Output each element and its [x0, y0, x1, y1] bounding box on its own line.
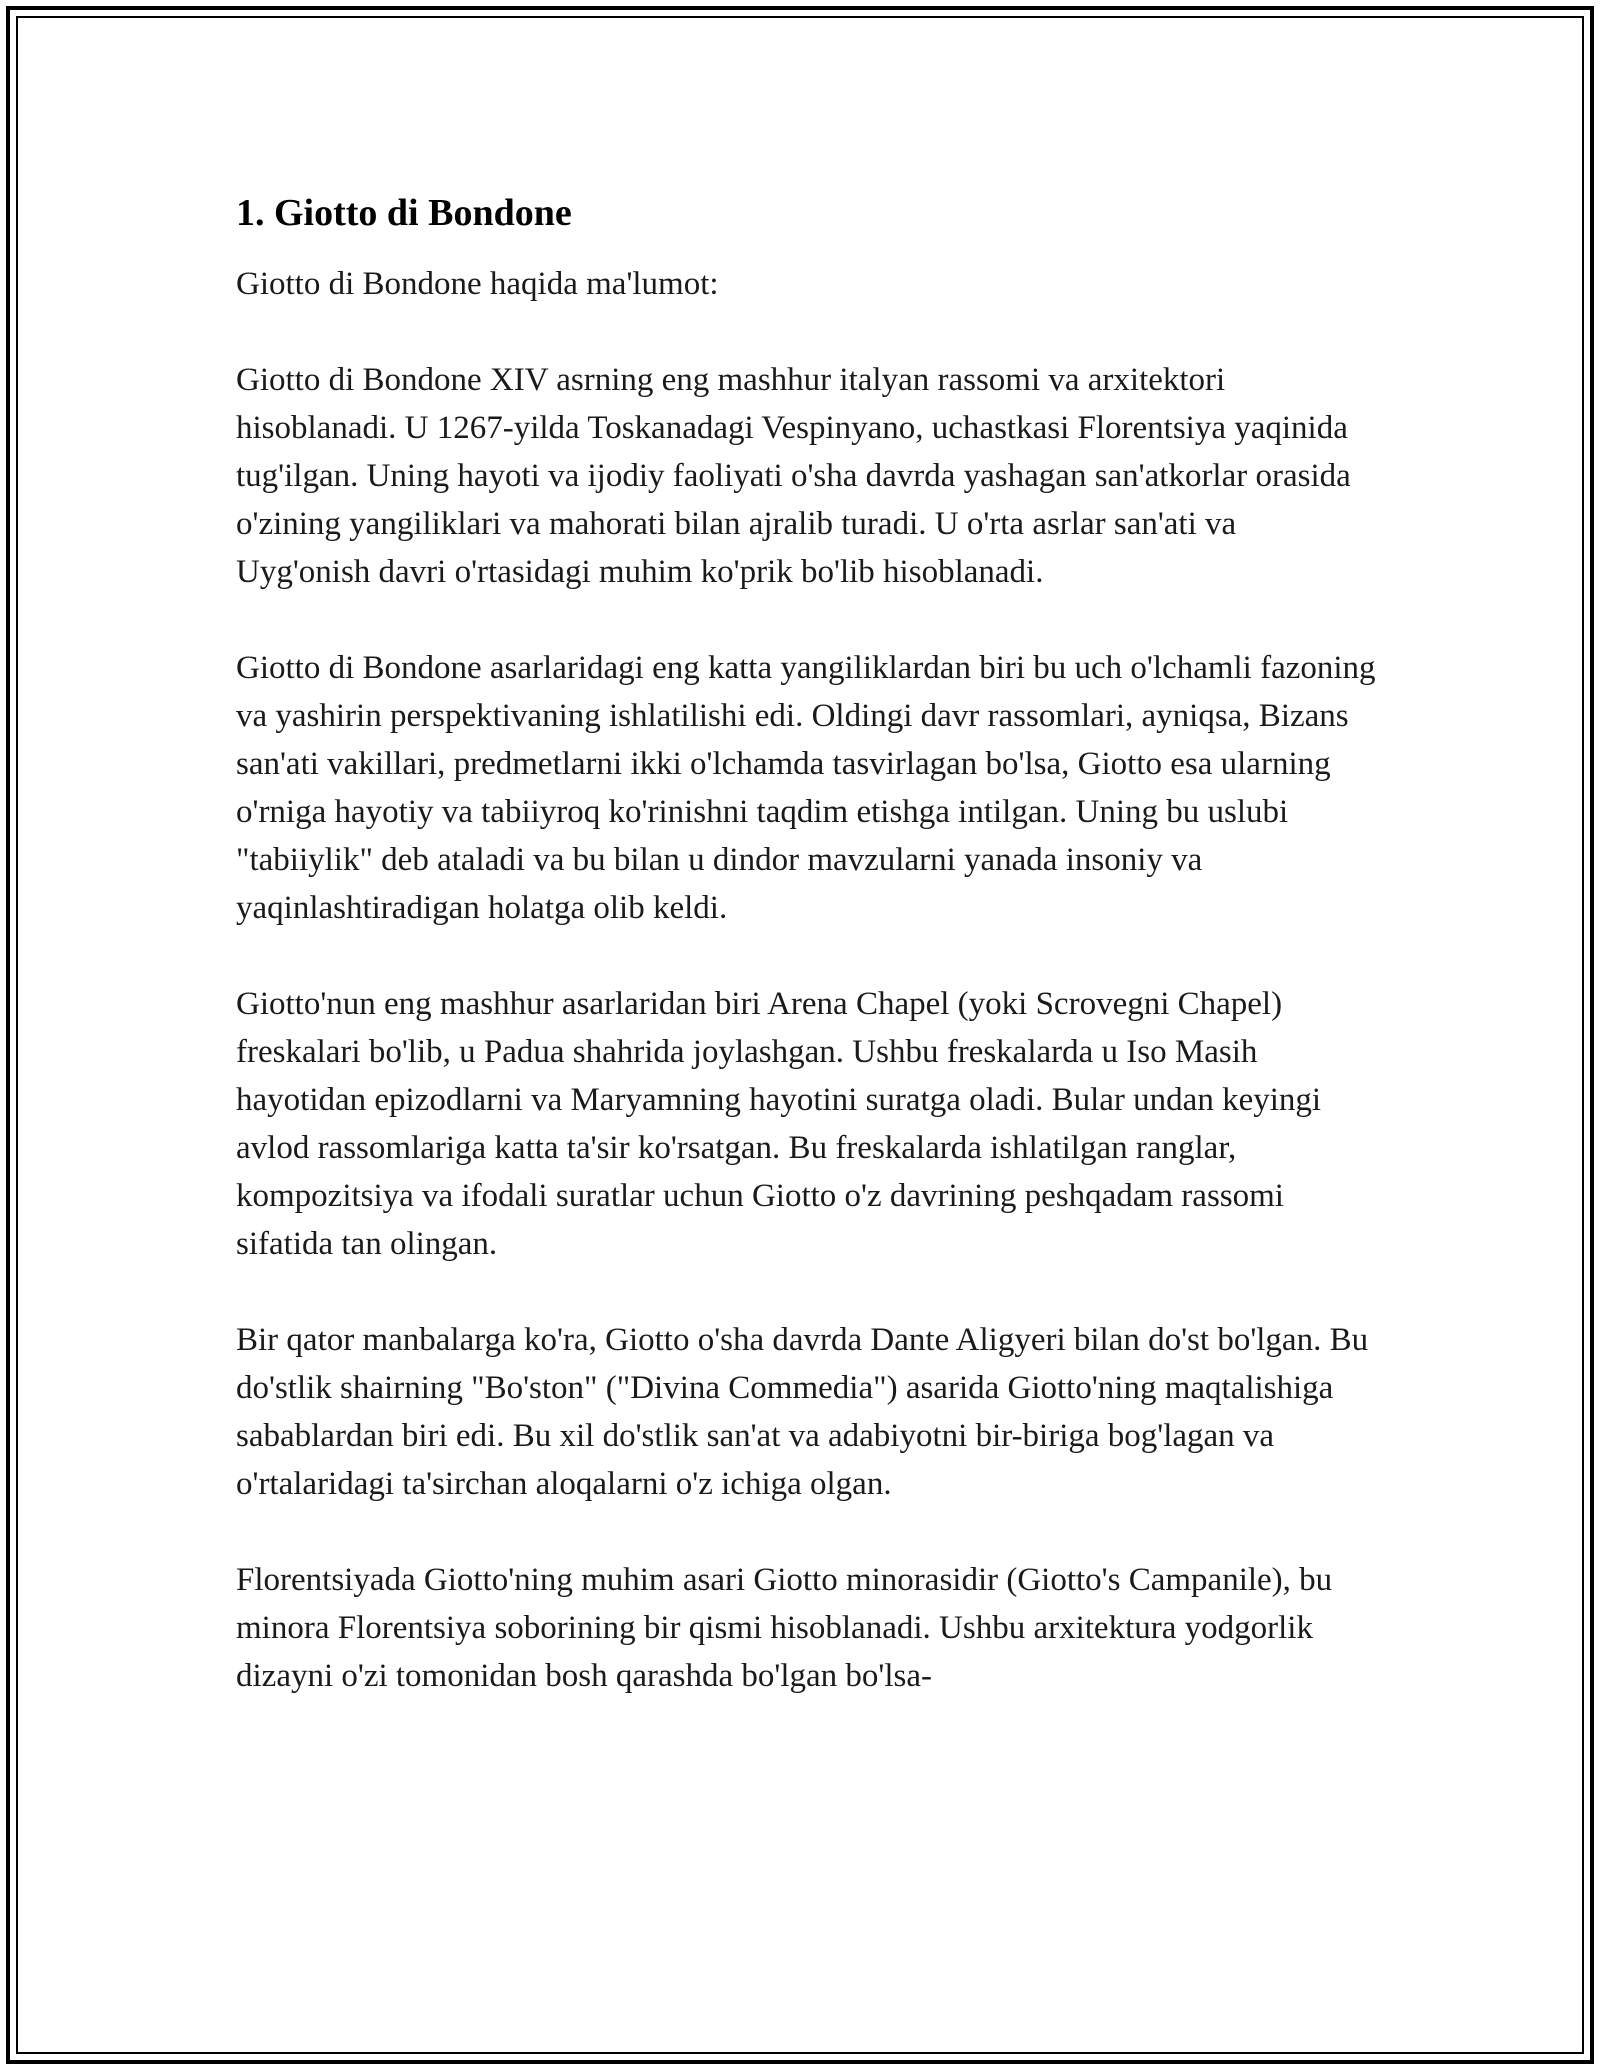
- document-body: [236, 186, 1376, 1700]
- paragraph-5: Florentsiyada Giotto'ning muhim asari Giotto minorasidir (Giotto's Campanile), bu minora Florentsiya soborining bir qismi hisoblanadi. Ushbu arxitektura yodgorlik dizayni o'zi tomonidan bosh qarashda bo'lgan bo'lsa-: [236, 1562, 1333, 1694]
- paragraph-4: Bir qator manbalarga ko'ra, Giotto o'sha davrda Dante Aligyeri bilan do'st bo'lgan. Bu do'stlik shairning "Bo'ston" ("Divina Commedia") asarida Giotto'ning maqtalishiga sabablardan biri edi. Bu xil do'stlik san'at va adabiyotni bir-biriga bog'lagan va o'rtalaridagi ta'sirchan aloqalarni o'z ichiga olgan.: [236, 1322, 1369, 1502]
- paragraph-1: Giotto di Bondone XIV asrning eng mashhur italyan rassomi va arxitektori hisoblanadi. U 1267-yilda Toskanadagi Vespinyano, uchastkasi Florentsiya yaqinida tug'ilgan. Uning hayoti va ijodiy faoliyati o'sha davrda yashagan san'atkorlar orasida o'zining yangiliklari va mahorati bilan ajralib turadi. U o'rta asrlar san'ati va Uyg'onish davri o'rtasidagi muhim ko'prik bo'lib hisoblanadi.: [236, 362, 1351, 590]
- page-title: 1. Giotto di Bondone: [236, 192, 572, 234]
- intro-line: Giotto di Bondone haqida ma'lumot:: [236, 266, 719, 302]
- paragraph-2: Giotto di Bondone asarlaridagi eng katta yangiliklardan biri bu uch o'lchamli fazoning va yashirin perspektivaning ishlatilishi edi. Oldingi davr rassomlari, ayniqsa, Bizans san'ati vakillari, predmetlarni ikki o'lchamda tasvirlagan bo'lsa, Giotto esa ularning o'rniga hayotiy va tabiiyroq ko'rinishni taqdim etishga intilgan. Uning bu uslubi "tabiiylik" deb ataladi va bu bilan u dindor mavzularni yanada insoniy va yaqinlashtiradigan holatga olib keldi.: [236, 650, 1376, 926]
- paragraph-3: Giotto'nun eng mashhur asarlaridan biri Arena Chapel (yoki Scrovegni Chapel) freskalari bo'lib, u Padua shahrida joylashgan. Ushbu freskalarda u Iso Masih hayotidan epizodlarni va Maryamning hayotini suratga oladi. Bular undan keyingi avlod rassomlariga katta ta'sir ko'rsatgan. Bu freskalarda ishlatilgan ranglar, kompozitsiya va ifodali suratlar uchun Giotto o'z davrining peshqadam rassomi sifatida tan olingan.: [236, 986, 1322, 1262]
